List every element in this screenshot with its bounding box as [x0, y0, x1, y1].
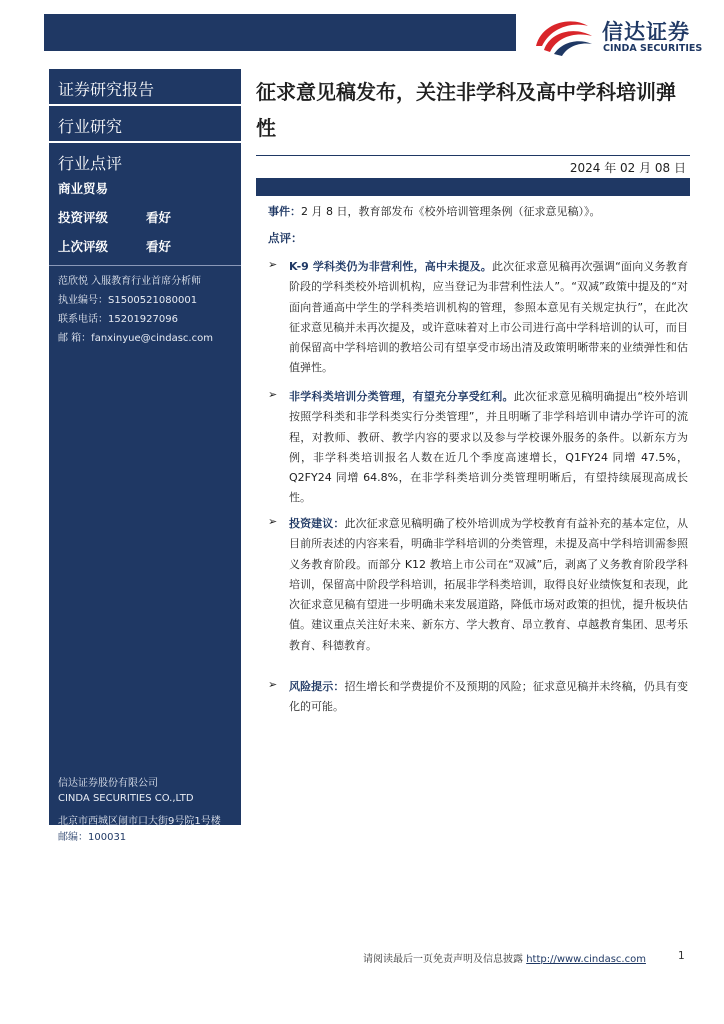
arrow-bullet-icon: ➢ [268, 388, 278, 401]
footer-disclaimer [363, 950, 646, 965]
company-postcode: 邮编：100031 [58, 832, 127, 843]
cinda-logo [532, 14, 712, 58]
sidebar-analyst-panel [49, 265, 241, 825]
bullet-lead: 风险提示： [289, 680, 345, 693]
bullet-lead: 投资建议： [289, 517, 345, 530]
footer-link[interactable]: http://www.cindasc.com [526, 954, 646, 965]
report-title: 征求意见稿发布，关注非学科及高中学科培训弹性 [256, 80, 676, 140]
prev-rating-value: 看好 [146, 239, 172, 254]
analyst-phone: 联系电话：15201927096 [58, 314, 178, 325]
sidebar-research-type: 行业研究 [49, 106, 241, 141]
company-name-en: CINDA SECURITIES CO.,LTD [58, 793, 194, 804]
rating-value: 看好 [146, 210, 172, 225]
arrow-bullet-icon: ➢ [268, 258, 278, 271]
header-band [44, 14, 516, 51]
arrow-bullet-icon: ➢ [268, 678, 278, 691]
company-address: 北京市西城区闹市口大街9号院1号楼 [58, 816, 221, 827]
date-band [256, 178, 690, 196]
analyst-name: 范欣悦 入服教育行业首席分析师 [58, 276, 202, 287]
bullet-item [268, 677, 688, 718]
bullet-text [289, 677, 688, 718]
bullet-lead: K-9 学科类仍为非营利性，高中未提及。 [289, 260, 492, 273]
cinda-logo-icon [532, 16, 594, 56]
bullet-body: 招生增长和学费提价不及预期的风险；征求意见稿并未终稿，仍具有变化的可能。 [289, 680, 689, 714]
rating-label: 投资评级 [58, 210, 109, 225]
report-date: 2024 年 02 月 08 日 [569, 161, 686, 175]
title-rule [256, 155, 690, 156]
arrow-bullet-icon: ➢ [268, 515, 278, 528]
bullet-text [289, 257, 688, 379]
company-name-cn: 信达证券股份有限公司 [58, 778, 158, 789]
sidebar-report-type: 证券研究报告 [49, 69, 241, 104]
logo-english-name: CINDA SECURITIES [603, 43, 703, 54]
bullet-body: 此次征求意见稿明确提出“校外培训按照学科类和非学科类实行分类管理”，并且明晰了非学科培训申请办学许可的流程，对教师、教研、教学内容的要求以及参与学校课外服务的条件。以新东方为例，非学科类培训报名人数在近几个季度高速增长，Q1FY24 同增 47.5%，Q2FY24 同增 64.8%，在非学科类培训分类管理明晰后，有望持续展现高成长性。 [289, 390, 689, 505]
analyst-license: 执业编号：S1500521080001 [58, 295, 198, 306]
event-line [268, 203, 601, 219]
bullet-lead: 非学科类培训分类管理，有望充分享受红利。 [289, 390, 514, 403]
comment-label: 点评： [268, 231, 303, 245]
bullet-text [289, 514, 688, 656]
bullet-body: 此次征求意见稿再次强调“面向义务教育阶段的学科类校外培训机构，应当登记为非营利性法人”。“双减”政策中提及的“对面向普通高中学生的学科类培训机构的管理，参照本意见有关规定执行”，在此次征求意见稿并未再次提及，或许意味着对上市公司进行高中学科培训的认可，而目前保留高中学科培训的教培公司有望享受市场出清及政策明晰带来的业绩弹性和估值弹性。 [289, 260, 688, 375]
bullet-item [268, 514, 688, 656]
bullet-body: 此次征求意见稿明确了校外培训成为学校教育有益补充的基本定位，从目前所表述的内容来看，明确非学科培训的分类管理，未提及高中学科培训需参照义务教育阶段。而部分 K12 教培上市公司在“双减”后，剥离了义务教育阶段学科培训，保留高中阶段学科培训，拓展非学科类培训，取得良好业绩恢复和表现，此次征求意见稿有望进一步明确未来发展道路，降低市场对政策的担忧，提升板块估值。建议重点关注好未来、新东方、学大教育、昂立教育、卓越教育集团、思考乐教育、科德教育。 [289, 517, 689, 652]
sector-name: 商业贸易 [58, 181, 109, 196]
bullet-text [289, 387, 688, 509]
bullet-item [268, 387, 688, 509]
event-label: 事件： [268, 205, 301, 218]
sidebar [49, 69, 241, 825]
event-text: 2 月 8 日，教育部发布《校外培训管理条例（征求意见稿）》。 [301, 205, 601, 218]
prev-rating-label: 上次评级 [58, 239, 109, 254]
page-number: 1 [678, 950, 685, 962]
bullet-item [268, 257, 688, 379]
analyst-email: 邮 箱：fanxinyue@cindasc.com [58, 333, 213, 344]
footer-text: 请阅读最后一页免责声明及信息披露 [363, 954, 527, 965]
logo-chinese-name: 信达证券 [602, 20, 690, 44]
sidebar-divider [49, 265, 241, 266]
sidebar-report-subtype: 行业点评 [49, 143, 241, 178]
